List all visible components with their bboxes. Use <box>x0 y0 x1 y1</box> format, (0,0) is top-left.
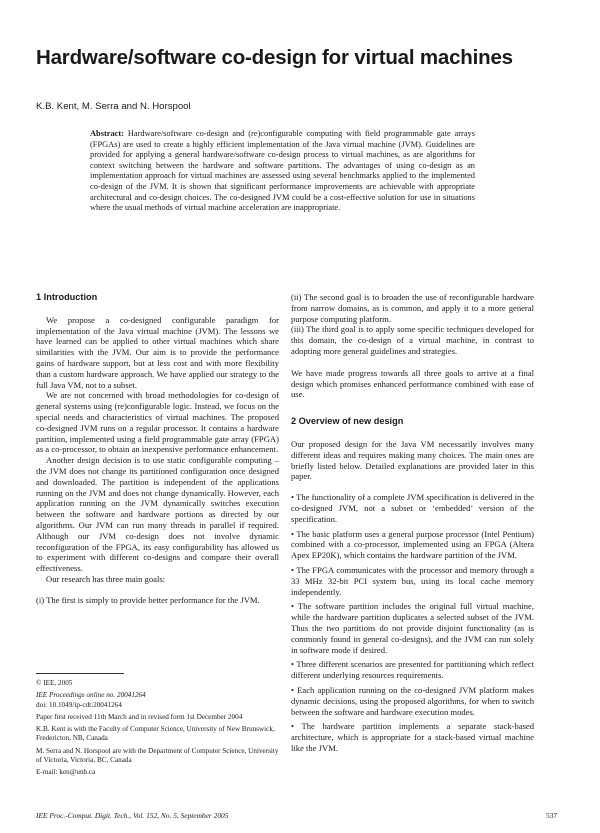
affiliation-note: M. Serra and N. Horspool are with the Department of Computer Science, University of Victoria, Victoria, BC, Canada <box>36 746 279 765</box>
abstract-label: Abstract: <box>90 129 124 138</box>
paragraph: Our research has three main goals: <box>46 573 166 584</box>
goal-item: (ii) The second goal is to broaden the use of reconfigurable hardware from narrow domains, as is common, and apply it to a more general purpose computing platform. <box>291 292 534 324</box>
footnote-divider <box>36 673 124 674</box>
goal-item: (i) The first is simply to provide better performance for the JVM. <box>36 594 260 605</box>
page-number: 537 <box>546 811 558 820</box>
copyright-note: © IEE, 2005 <box>36 679 73 687</box>
right-column <box>291 292 534 754</box>
author-list: K.B. Kent, M. Serra and N. Horspool <box>36 101 191 112</box>
bullet-item: • The software partition includes the original full virtual machine, while the hardware partition duplicates a selected subset of the JVM. Thus the two partitions do not provide disjoint functionality (as is commonly found in general co-designs), and the JVM can run solely in software mode if desired. <box>291 601 534 655</box>
footnotes <box>36 679 279 778</box>
affiliation-note: K.B. Kent is with the Faculty of Computer Science, University of New Brunswick, Fredericton, NB, Canada <box>36 725 275 743</box>
section-heading-overview: 2 Overview of new design <box>291 416 404 427</box>
paragraph: We have made progress towards all three goals to arrive at a final design which promises enhanced performance combined with ease of use. <box>291 367 534 400</box>
doi-note: doi: 10.1049/ip-cdt:20041264 <box>36 700 122 709</box>
paragraph: Our proposed design for the Java VM necessarily involves many different ideas and requires making many choices. The main ones are briefly listed below. Detailed explanations are provided later in this paper. <box>291 438 534 482</box>
abstract <box>90 129 475 214</box>
email-note: E-mail: ken@unb.ca <box>36 768 96 777</box>
paper-title: Hardware/software co-design for virtual machines <box>36 46 513 69</box>
paragraph: Another design decision is to use static configurable computing – the JVM does not change its partitioned configuration once designed and downloaded. The partition is independent of the applications running on the JVM and does not change dynamically. However, each application running on the JVM dynamically switches execution between the software and hardware portions as directed by our algorithms. Our JVM can run many threads in parallel if required. Although our JVM co-design does not involve dynamic reconfiguration of the FPGA, its easy configurability has allowed us to experiment with different co-designs and compare their overall effectiveness. <box>36 455 279 574</box>
section-heading-introduction: 1 Introduction <box>36 292 98 302</box>
received-note: Paper first received 11th March and in revised form 1st December 2004 <box>36 712 243 721</box>
bullet-item: • The FPGA communicates with the processor and memory through a 33 MHz 32-bit PCI system bus, using its local cache memory independently. <box>291 564 534 597</box>
bullet-item: • Each application running on the co-designed JVM platform makes dynamic decisions, using the proposed algorithms, for when to switch between the software and hardware execution modes. <box>291 684 534 717</box>
left-column <box>36 292 279 606</box>
bullet-item: • The functionality of a complete JVM specification is delivered in the co-designed JVM, not a subset or ‘embedded’ version of the specification. <box>291 492 534 524</box>
paragraph: We propose a co-designed configurable paradigm for implementation of the Java virtual machine (JVM). The lessons we have learned can be applied to other virtual machines which share similarities with the JVM. Our aim is to provide the performance gains of hardware support, but at less cost and with more flexibility than a custom hardware approach. We have applied our strategy to the full Java VM, not to a subset. <box>36 314 279 390</box>
abstract-text: Hardware/software co-design and (re)configurable computing with field programmable gate arrays (FPGAs) are used to create a highly efficient implementation of the Java virtual machine (JVM). Guidelines are provided for applying a general hardware/software co-design process to virtual machines, as are algorithms for context switching between the hardware and software partitions. The advantages of using co-design as an implementation approach for virtual machines are assessed using several benchmarks applied to the implemented co-design of the JVM. It is shown that significant performance improvements are achievable with appropriate architectural and co-design choices. The co-designed JVM could be a cost-effective solution for use in situations where the usual methods of virtual machine acceleration are inappropriate. <box>90 129 475 213</box>
journal-footer: IEE Proc.-Comput. Digit. Tech., Vol. 152, No. 5, September 2005 <box>36 811 229 820</box>
paragraph: We are not concerned with broad methodologies for co-design of general systems using (re)configurable logic. Instead, we focus on the special needs and characteristics of virtual machines. The proposed co-designed JVM runs on a regular processor. It contains a hardware partition, implemented using a field programmable gate array (FPGA) as a co-processor, to obtain an inexpensive performance enhancement. <box>36 390 279 455</box>
bullet-item: • Three different scenarios are presented for partitioning which reflect different underlying resources requirements. <box>291 659 534 681</box>
bullet-item: • The basic platform uses a general purpose processor (Intel Pentium) combined with a co-processor, implemented using an FPGA (Altera Apex EP20K), which contains the hardware partition of the JVM. <box>291 528 534 561</box>
goal-item: (iii) The third goal is to apply some specific techniques developed for this domain, the co-design of a virtual machine, in contrast to adopting more general guidelines and strategies. <box>291 324 534 356</box>
proceedings-note: IEE Proceedings online no. 20041264 <box>36 691 146 700</box>
bullet-item: • The hardware partition implements a separate stack-based architecture, which is appropriate for a stack-based virtual machine like the JVM. <box>291 721 534 753</box>
